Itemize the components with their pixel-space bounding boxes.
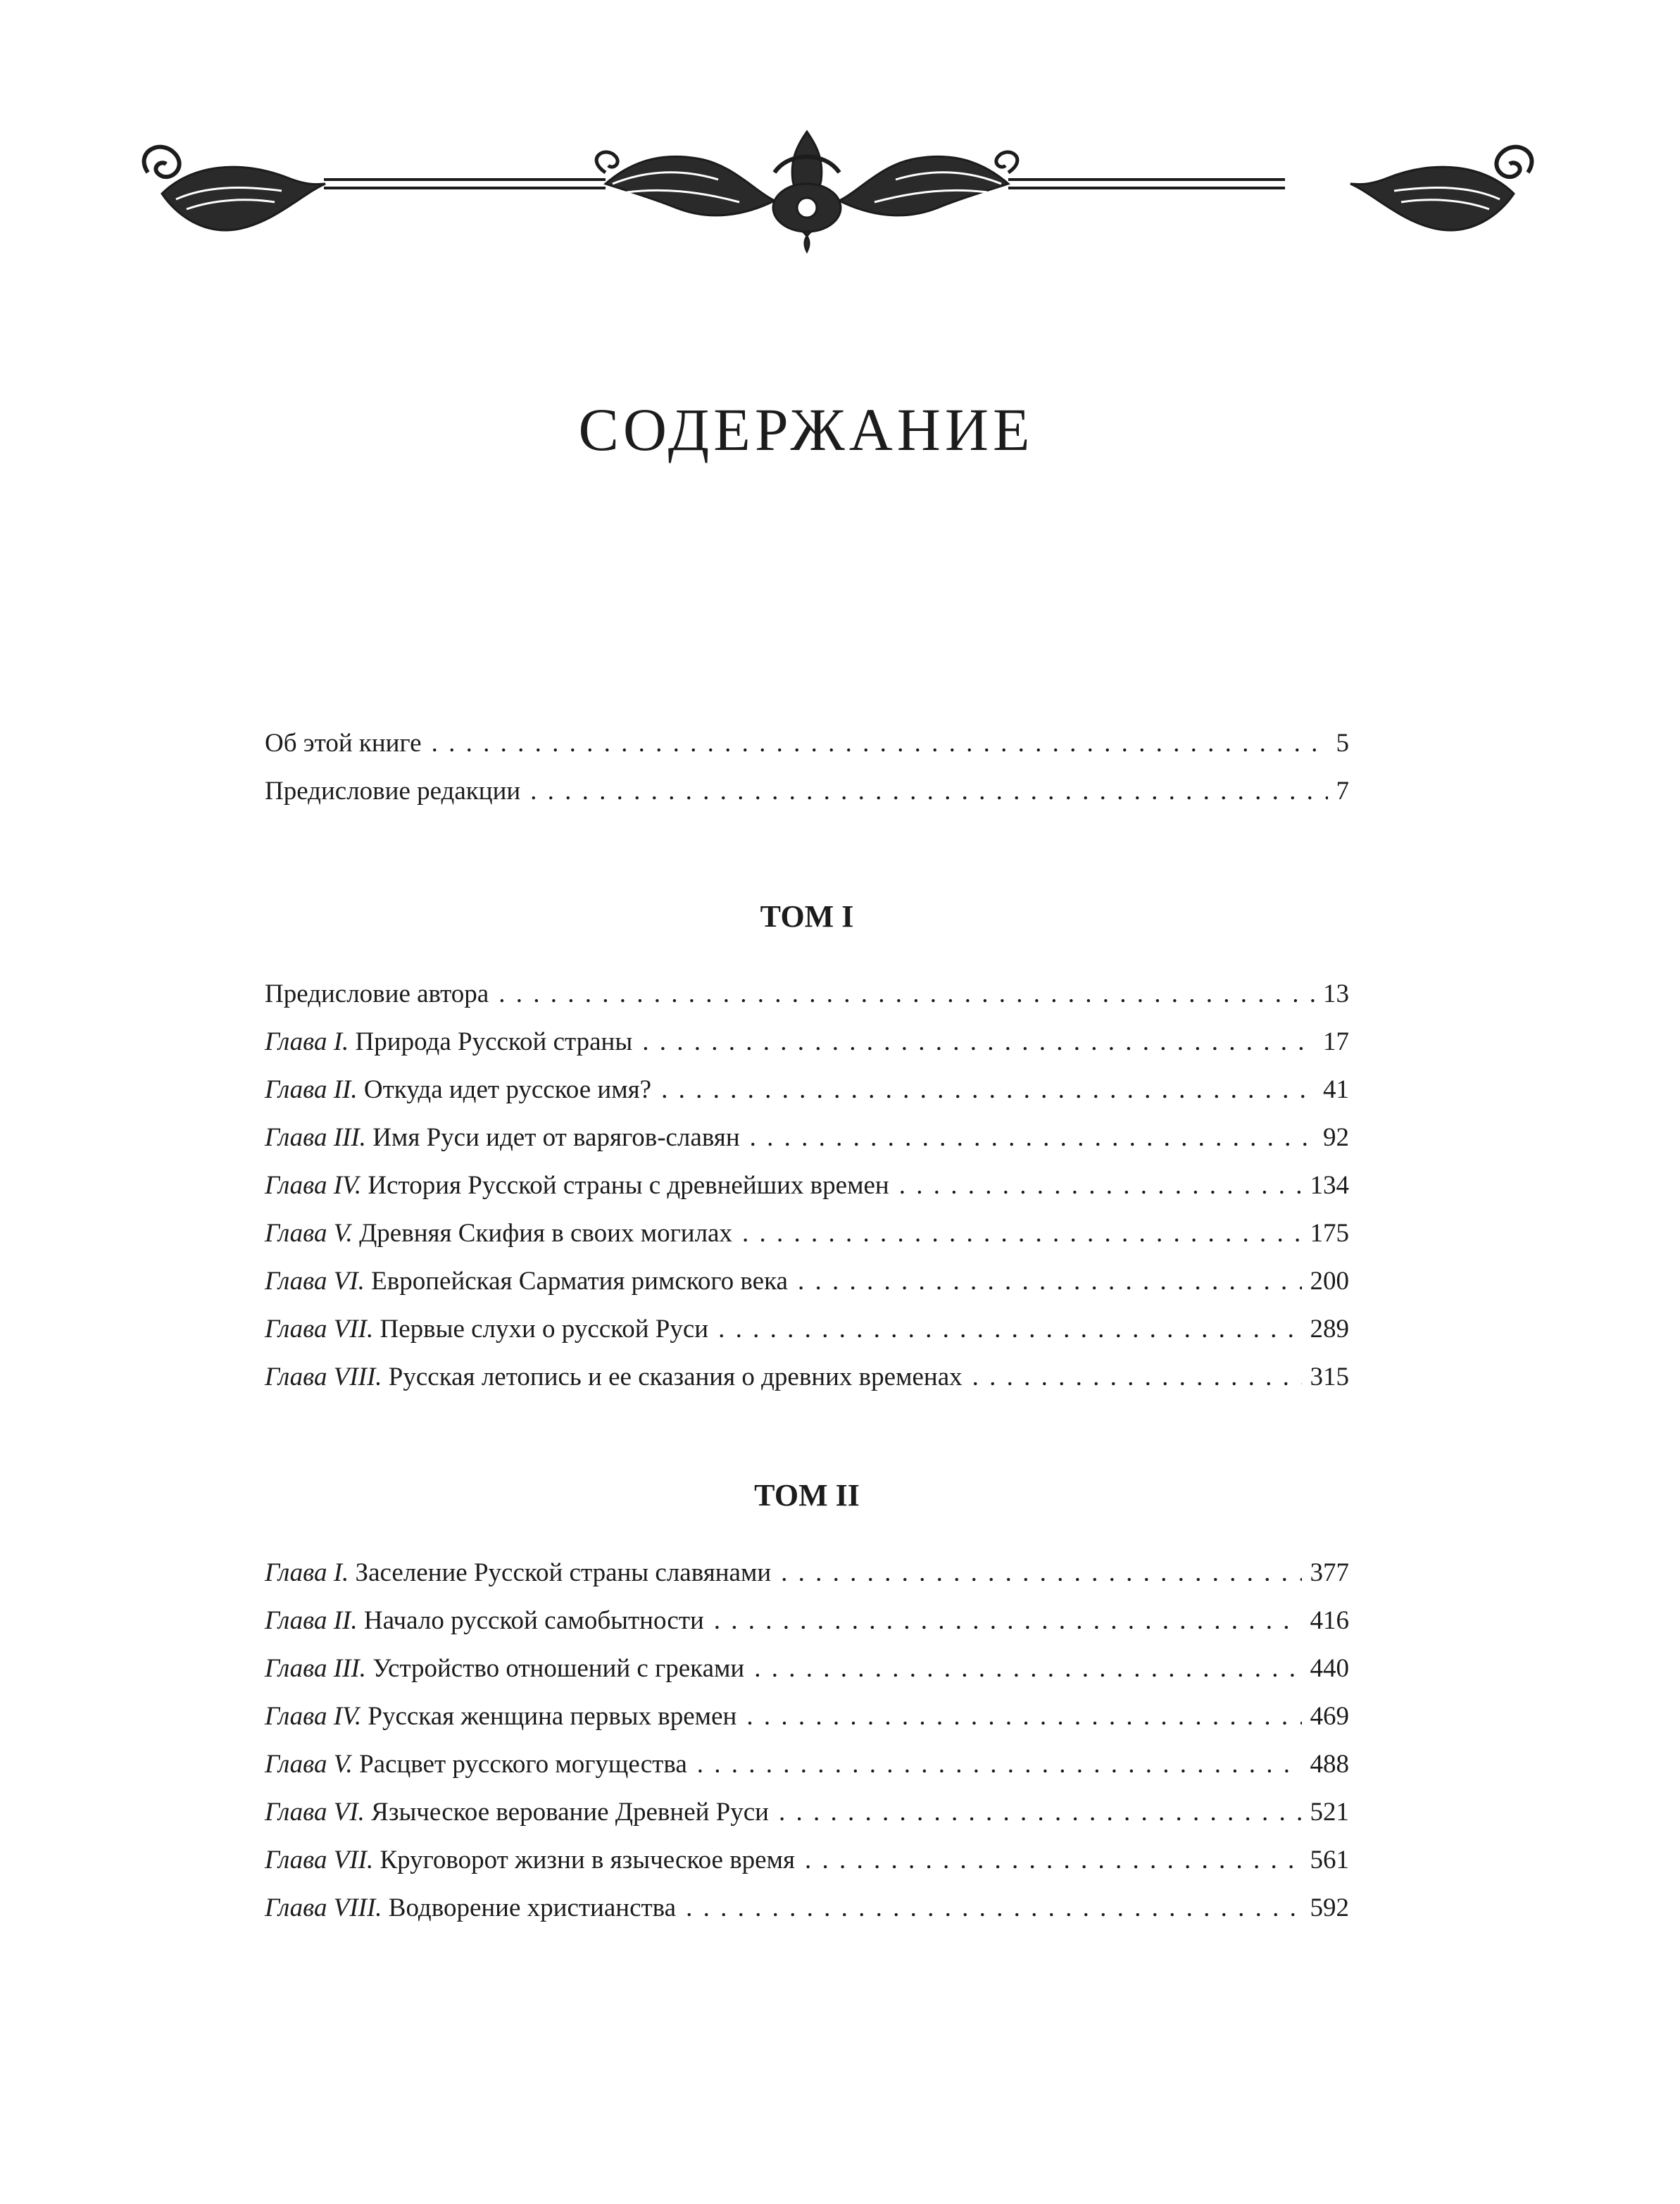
chapter-title: Круговорот жизни в языческое время [380,1846,796,1874]
toc-entry-editorial-preface[interactable] [265,768,1349,815]
dot-leader [742,1210,1302,1258]
chapter-title: Откуда идет русское имя? [363,1075,652,1104]
center-fleuron-icon [596,132,1017,251]
toc-entry-page: 377 [1310,1558,1349,1587]
toc-entry-page: 134 [1310,1171,1349,1200]
toc-entry[interactable] [265,1597,1349,1645]
dot-leader [899,1162,1302,1210]
chapter-title: Древняя Скифия в своих могилах [359,1219,732,1248]
dot-leader [781,1549,1301,1597]
toc-entry[interactable] [265,1306,1349,1353]
toc-entry-page: 561 [1310,1846,1349,1874]
dot-leader [499,970,1315,1018]
toc-entry-page: 488 [1310,1750,1349,1779]
toc-entry-label [265,1836,795,1884]
toc-entry-page: 440 [1310,1654,1349,1683]
chapter-title: Начало русской самобытности [363,1606,704,1635]
toc-entry-label [265,1306,708,1353]
chapter-number: Глава IV. [265,1702,362,1731]
toc-entry-page: 17 [1323,1027,1349,1056]
chapter-title: Предисловие автора [265,979,489,1008]
toc-entry[interactable] [265,1549,1349,1597]
chapter-number: Глава VIII. [265,1363,382,1391]
chapter-number: Глава III. [265,1123,366,1152]
toc-entry-label [265,1789,769,1836]
chapter-title: Водворение христианства [388,1893,677,1922]
toc-entry[interactable] [265,1210,1349,1258]
dot-leader [972,1353,1302,1401]
volume-heading-1: ТОМ I [760,899,854,934]
toc-entry-about-book[interactable] [265,720,1349,768]
toc-entry-page: 7 [1336,777,1349,806]
toc-entry-label [265,1884,676,1932]
volume-1-entries [265,970,1349,1401]
toc-entry[interactable] [265,1114,1349,1162]
toc-entry[interactable] [265,1018,1349,1066]
toc-entry-page: 521 [1310,1798,1349,1827]
chapter-number: Глава VII. [265,1846,374,1874]
toc-entry[interactable] [265,1066,1349,1114]
toc-entry-label [265,1210,732,1258]
toc-entry-page: 289 [1310,1315,1349,1344]
dot-leader [661,1066,1315,1114]
chapter-number: Глава VI. [265,1798,365,1827]
chapter-title: Природа Русской страны [355,1027,633,1056]
toc-entry[interactable] [265,1162,1349,1210]
chapter-number: Глава II. [265,1075,358,1104]
chapter-title: История Русской страны с древнейших времен [368,1171,889,1200]
chapter-title: Первые слухи о русской Руси [380,1315,709,1344]
toc-entry-label [265,1258,788,1306]
table-of-contents [265,720,1349,1932]
chapter-title: Имя Руси идет от варягов-славян [372,1123,740,1152]
toc-entry-label [265,1741,687,1789]
chapter-title: Русская летопись и ее сказания о древних временах [388,1363,963,1391]
toc-entry[interactable] [265,1884,1349,1932]
toc-entry[interactable] [265,1789,1349,1836]
dot-leader [432,720,1328,768]
toc-entry[interactable] [265,1645,1349,1693]
toc-entry-page: 41 [1323,1075,1349,1104]
chapter-number: Глава I. [265,1558,349,1587]
toc-entry-label: Предисловие редакции [265,777,521,806]
chapter-number: Глава V. [265,1219,353,1248]
toc-entry-page: 315 [1310,1363,1349,1391]
volume-heading-2: ТОМ II [754,1478,860,1513]
toc-entry-label [265,1353,963,1401]
dot-leader [686,1884,1301,1932]
dot-leader [754,1645,1301,1693]
chapter-number: Глава V. [265,1750,353,1779]
toc-entry-label [265,1162,889,1210]
right-scroll-icon [1350,147,1531,230]
chapter-title: Языческое верование Древней Руси [371,1798,769,1827]
toc-entry-page: 416 [1310,1606,1349,1635]
header-ornament [120,123,1556,257]
dot-leader [642,1018,1315,1066]
chapter-number: Глава I. [265,1027,349,1056]
toc-entry-page: 200 [1310,1267,1349,1296]
dot-leader [530,768,1327,815]
toc-entry-label [265,1693,736,1741]
volume-2-entries [265,1549,1349,1932]
dot-leader [718,1306,1301,1353]
dot-leader [798,1258,1302,1306]
toc-entry-label [265,1597,704,1645]
toc-entry-page: 175 [1310,1219,1349,1248]
toc-entry-label [265,970,489,1018]
dot-leader [750,1114,1315,1162]
toc-entry[interactable] [265,1353,1349,1401]
chapter-title: Заселение Русской страны славянами [355,1558,772,1587]
chapter-number: Глава IV. [265,1171,362,1200]
toc-entry-label [265,1018,632,1066]
chapter-number: Глава VI. [265,1267,365,1296]
toc-entry-label [265,1549,771,1597]
dot-leader [805,1836,1301,1884]
toc-entry-label [265,1645,744,1693]
page-title: СОДЕРЖАНИЕ [578,396,1034,463]
chapter-number: Глава VIII. [265,1893,382,1922]
dot-leader [746,1693,1301,1741]
toc-entry[interactable] [265,1258,1349,1306]
toc-entry[interactable] [265,970,1349,1018]
toc-entry-page: 5 [1336,729,1349,758]
toc-entry-label: Об этой книге [265,729,422,758]
toc-entry[interactable] [265,1836,1349,1884]
dot-leader [779,1789,1302,1836]
toc-entry-page: 592 [1310,1893,1349,1922]
chapter-number: Глава III. [265,1654,366,1683]
toc-entry-label [265,1066,651,1114]
chapter-number: Глава VII. [265,1315,374,1344]
dot-leader [697,1741,1302,1789]
toc-entry-page: 92 [1323,1123,1349,1152]
chapter-title: Европейская Сарматия римского века [371,1267,788,1296]
chapter-title: Русская женщина первых времен [368,1702,737,1731]
toc-entry-page: 469 [1310,1702,1349,1731]
toc-entry-label [265,1114,740,1162]
chapter-title: Расцвет русского могущества [359,1750,687,1779]
toc-entry[interactable] [265,1741,1349,1789]
toc-entry-page: 13 [1323,979,1349,1008]
chapter-number: Глава II. [265,1606,358,1635]
dot-leader [714,1597,1302,1645]
chapter-title: Устройство отношений с греками [372,1654,745,1683]
toc-entry[interactable] [265,1693,1349,1741]
left-scroll-icon [144,147,325,230]
